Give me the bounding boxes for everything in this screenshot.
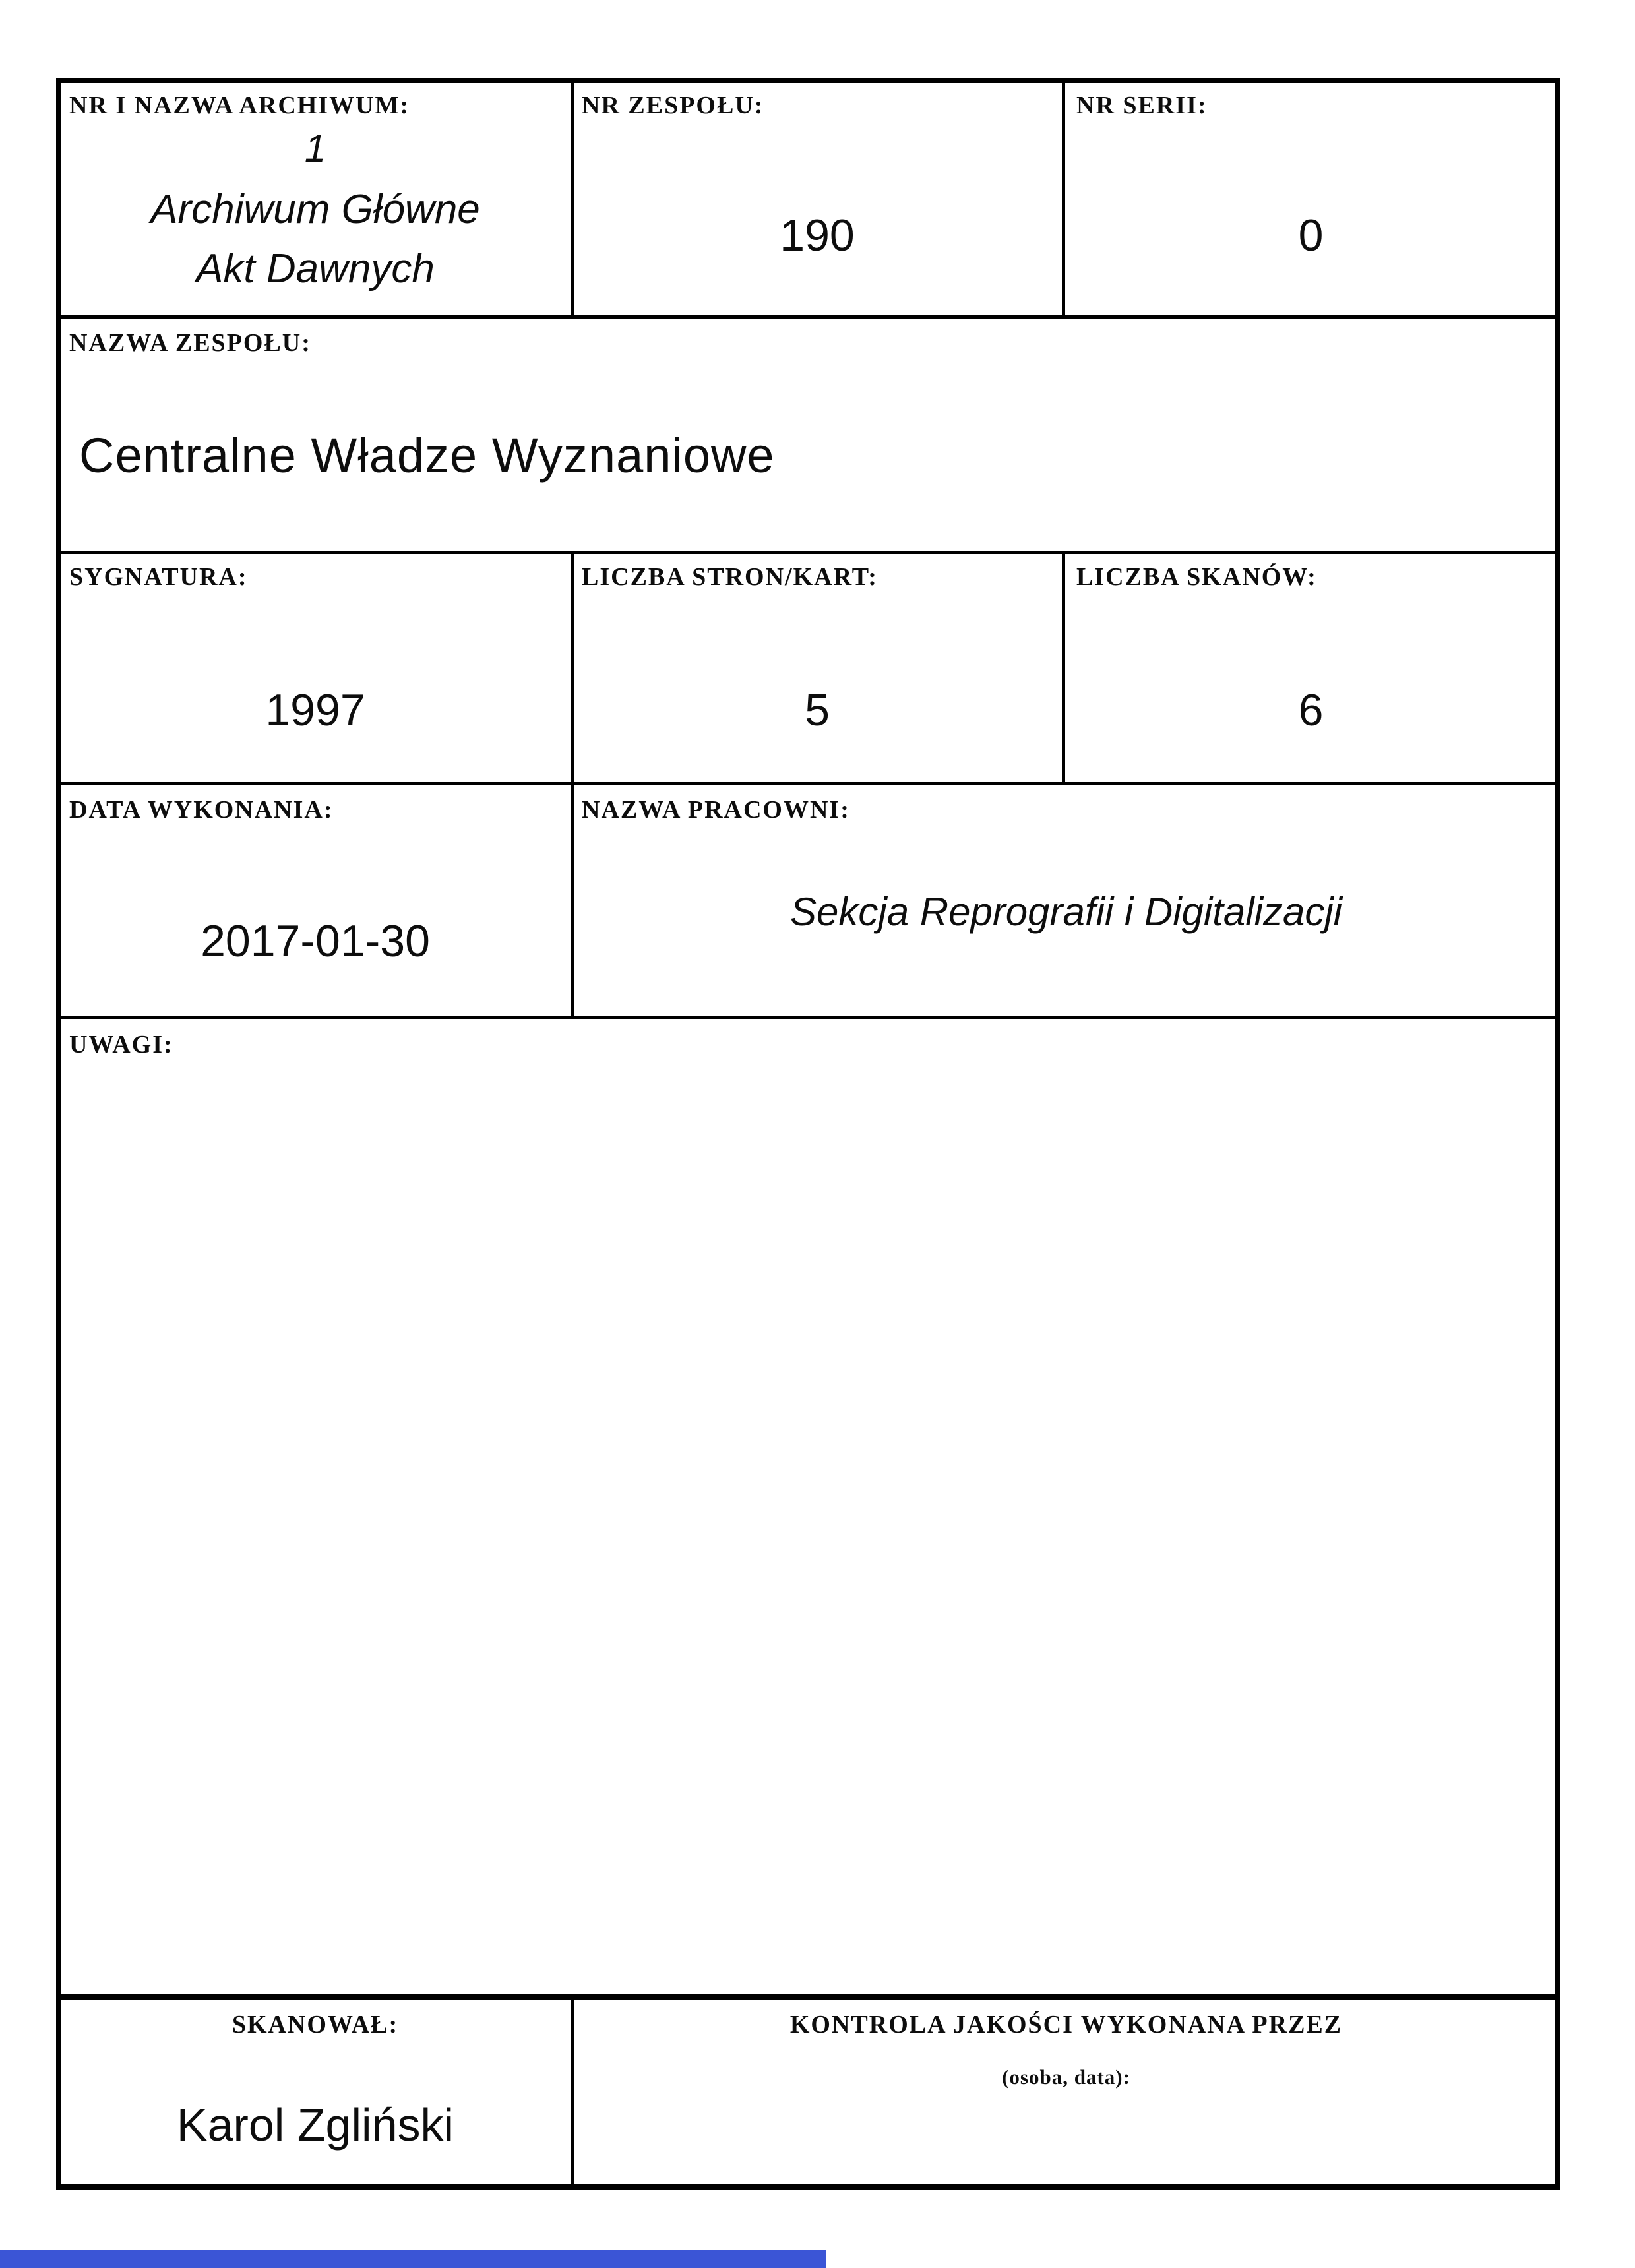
archive-name-line1: Archiwum Główne [150, 187, 480, 232]
scanned-by-label: SKANOWAŁ: [231, 2011, 399, 2038]
pages-count-value: 5 [805, 685, 830, 735]
table-gridline-v1-row6 [571, 1994, 574, 2190]
fonds-number-value: 190 [780, 210, 855, 261]
form-table-border [56, 78, 1560, 2190]
signature-value: 1997 [265, 685, 365, 735]
archive-number-value: 1 [304, 127, 326, 170]
table-gridline-h3 [56, 782, 1560, 785]
workshop-value: Sekcja Reprografii i Digitalizacji [790, 890, 1342, 934]
fonds-name-label: NAZWA ZESPOŁU: [69, 329, 311, 357]
remarks-label: UWAGI: [69, 1031, 173, 1058]
scan-date-label: DATA WYKONANIA: [69, 796, 334, 824]
scanned-by-value: Karol Zgliński [176, 2099, 454, 2151]
table-gridline-h1 [56, 315, 1560, 319]
pages-count-label: LICZBA STRON/KART: [582, 563, 878, 591]
series-number-label: NR SERII: [1076, 92, 1208, 119]
fonds-number-label: NR ZESPOŁU: [582, 92, 764, 119]
fonds-name-value: Centralne Władze Wyznaniowe [79, 428, 775, 483]
archive-name-line2: Akt Dawnych [196, 246, 435, 291]
footer-accent-bar [0, 2250, 826, 2268]
series-number-value: 0 [1298, 210, 1324, 261]
table-gridline-v2-row3 [1062, 551, 1065, 785]
signature-label: SYGNATURA: [69, 563, 248, 591]
scan-date-value: 2017-01-30 [201, 916, 430, 966]
table-gridline-v2-row1 [1062, 78, 1065, 319]
quality-control-sublabel: (osoba, data): [1002, 2066, 1130, 2089]
table-gridline-v1-row1 [571, 78, 574, 319]
table-gridline-h5 [56, 1994, 1560, 2000]
workshop-label: NAZWA PRACOWNI: [582, 796, 850, 824]
scans-count-label: LICZBA SKANÓW: [1076, 563, 1317, 591]
quality-control-label: KONTROLA JAKOŚCI WYKONANA PRZEZ [789, 2011, 1343, 2038]
table-gridline-h4 [56, 1016, 1560, 1019]
table-gridline-v1-rows34 [571, 551, 574, 1019]
archive-label: NR I NAZWA ARCHIWUM: [69, 92, 410, 119]
scans-count-value: 6 [1298, 685, 1324, 735]
table-gridline-h2 [56, 551, 1560, 554]
